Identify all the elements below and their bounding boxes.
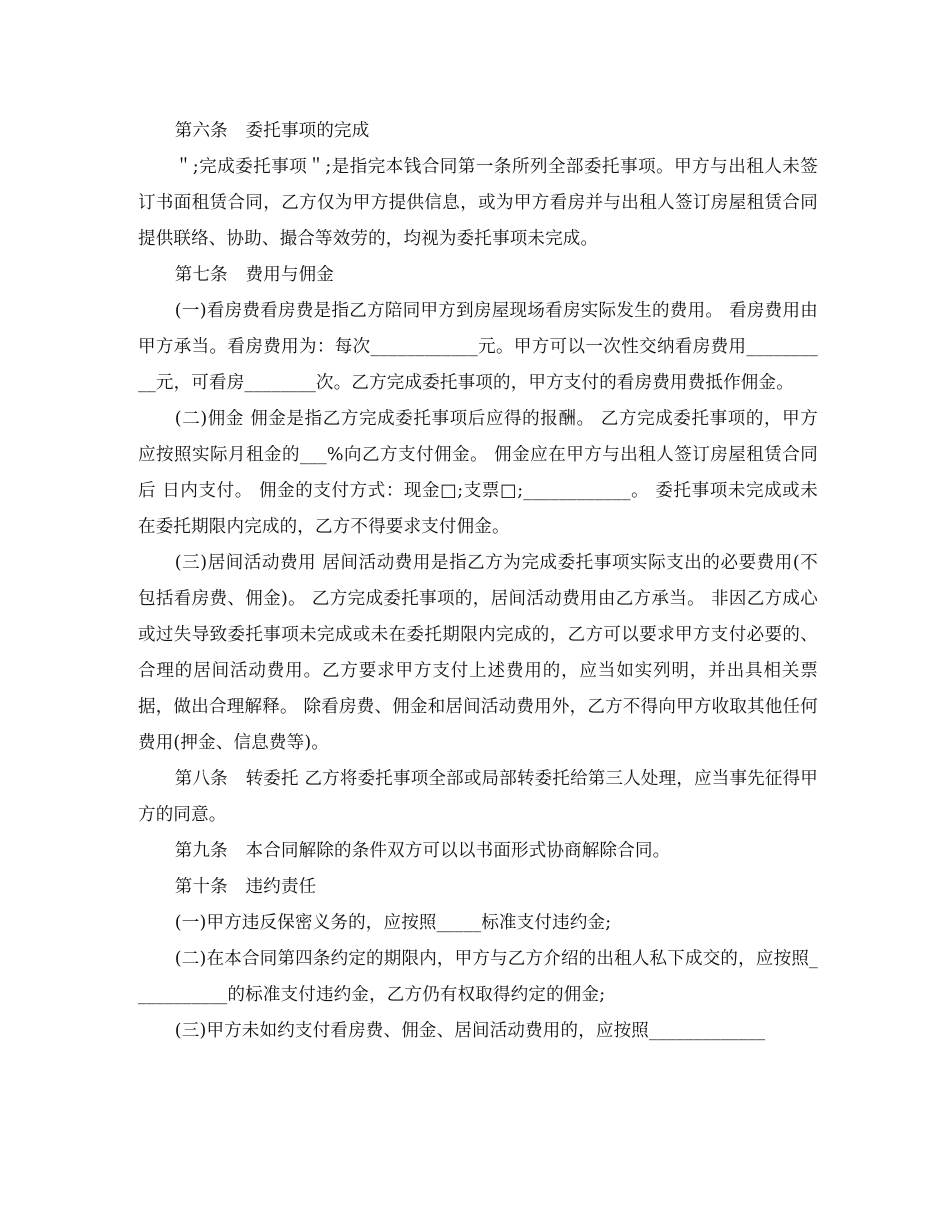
breach-clause-3: (三)甲方未如约支付看房费、佣金、居间活动费用的，应按照_____________ xyxy=(174,1021,766,1041)
article-9-paragraph: 第九条 本合同解除的条件双方可以以书面形式协商解除合同。 xyxy=(174,841,671,861)
intermediary-expense-paragraph: (三)居间活动费用 居间活动费用是指乙方为完成委托事项实际支出的必要费用(不包括看房费、佣金)。 乙方完成委托事项的，居间活动费用由乙方承当。 非因乙方成心或过失导致委托事项未完成或未在委托期限内完成的，乙方可以要求甲方支付必要的、合理的居间活动费用。乙方要求甲方支付上述费用的，应当如实列明，并出具相关票据，做出合理解释。 除看房费、佣金和居间活动费用外，乙方不得向甲方收取其他任何费用(押金、信息费等)。 xyxy=(138,553,818,753)
viewing-fee-paragraph: (一)看房费看房费是指乙方陪同甲方到房屋现场看房实际发生的费用。 看房费用由甲方承当。看房费用为：每次____________元。甲方可以一次性交纳看房费用__________元，可看房________次。乙方完成委托事项的，甲方支付的看房费用费抵作佣金。 xyxy=(138,301,818,393)
breach-clause-2: (二)在本合同第四条约定的期限内，甲方与乙方介绍的出租人私下成交的，应按照___________的标准支付违约金，乙方仍有权取得约定的佣金; xyxy=(138,949,818,1005)
breach-clause-1: (一)甲方违反保密义务的，应按照_____标准支付违约金; xyxy=(174,913,612,933)
article-8-paragraph: 第八条 转委托 乙方将委托事项全部或局部转委托给第三人处理，应当事先征得甲方的同意。 xyxy=(138,769,818,825)
article-10-heading: 第十条 违约责任 xyxy=(174,877,317,897)
article-6-heading: 第六条 委托事项的完成 xyxy=(174,121,370,141)
article-7-heading: 第七条 费用与佣金 xyxy=(174,265,335,285)
contract-body xyxy=(138,113,818,1049)
commission-paragraph: (二)佣金 佣金是指乙方完成委托事项后应得的报酬。 乙方完成委托事项的，甲方应按照实际月租金的___%向乙方支付佣金。 佣金应在甲方与出租人签订房屋租赁合同后 日内支付。 佣金的支付方式：现金□;支票□;____________。 委托事项未完成或未在委托期限内完成的，乙方不得要求支付佣金。 xyxy=(138,409,818,537)
article-6-paragraph: ＂;完成委托事项＂;是指完本钱合同第一条所列全部委托事项。甲方与出租人未签订书面租赁合同，乙方仅为甲方提供信息，或为甲方看房并与出租人签订房屋租赁合同提供联络、协助、撮合等效劳的，均视为委托事项未完成。 xyxy=(138,157,818,249)
